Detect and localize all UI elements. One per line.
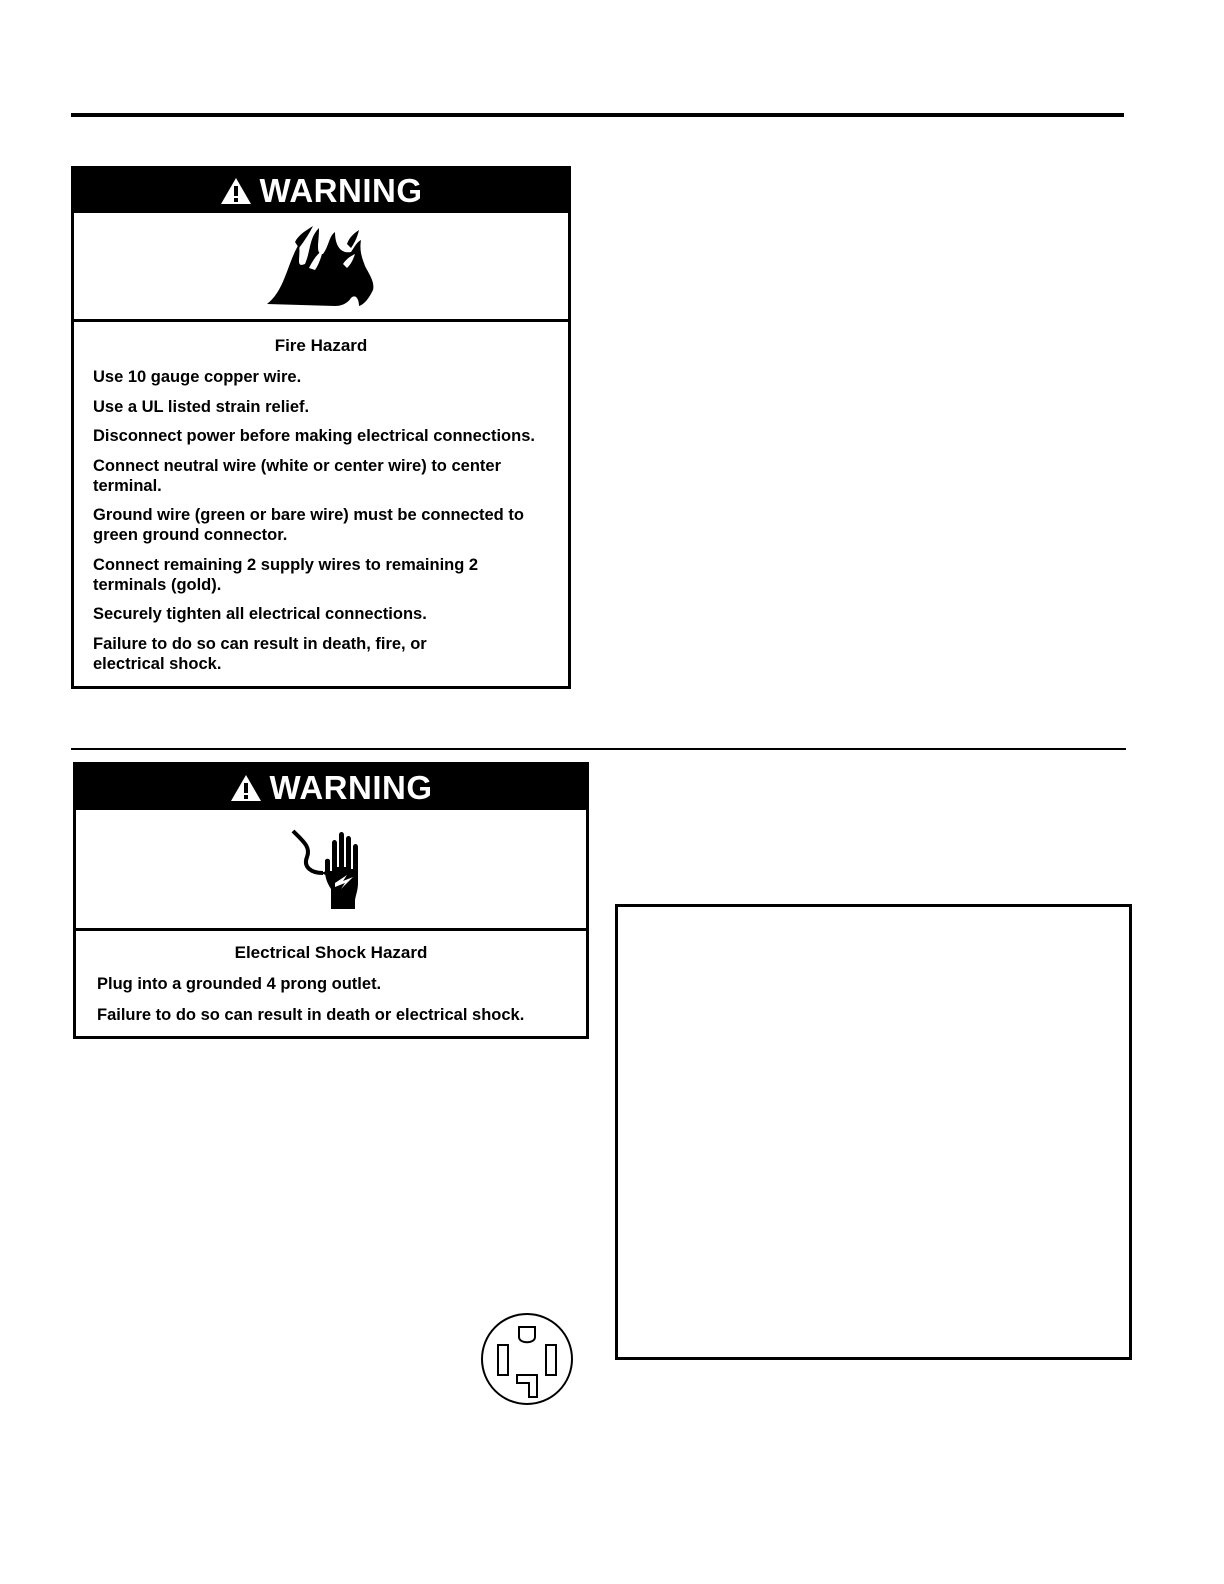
warning-line: Ground wire (green or bare wire) must be connected to green ground connector.	[93, 506, 524, 544]
four-prong-outlet-icon	[479, 1311, 575, 1407]
shock-warning-box	[73, 762, 589, 1039]
warning-header-label: WARNING	[259, 172, 423, 209]
blank-content-box	[615, 904, 1132, 1360]
warning-line: Plug into a grounded 4 prong outlet.	[97, 975, 382, 993]
fire-hazard-title: Fire Hazard	[274, 336, 368, 355]
warning-header	[74, 169, 568, 213]
shock-hazard-title: Electrical Shock Hazard	[234, 943, 428, 962]
warning-line: Failure to do so can result in death or electrical shock.	[97, 1006, 525, 1024]
warning-triangle-icon	[230, 774, 262, 802]
fire-icon-area	[74, 213, 568, 322]
warning-line: Connect neutral wire (white or center wire) to center terminal.	[93, 456, 501, 495]
warning-line: Securely tighten all electrical connections.	[93, 605, 427, 623]
warning-line: Disconnect power before making electrical connections.	[93, 427, 535, 445]
shock-icon-area	[76, 810, 586, 931]
top-rule	[71, 113, 1124, 117]
warning-line: Failure to do so can result in death, fire, or electrical shock.	[93, 634, 427, 673]
fire-icon	[265, 224, 377, 308]
warning-line: Connect remaining 2 supply wires to remaining 2 terminals (gold).	[93, 555, 479, 594]
fire-warning-box	[71, 166, 571, 689]
electrical-shock-icon	[289, 827, 373, 911]
warning-triangle-icon	[220, 177, 252, 205]
warning-line: Use a UL listed strain relief.	[93, 397, 310, 416]
warning-line: Use 10 gauge copper wire.	[93, 368, 302, 386]
warning-header-label: WARNING	[269, 768, 433, 806]
section-rule	[71, 748, 1126, 750]
warning-header	[76, 765, 586, 810]
